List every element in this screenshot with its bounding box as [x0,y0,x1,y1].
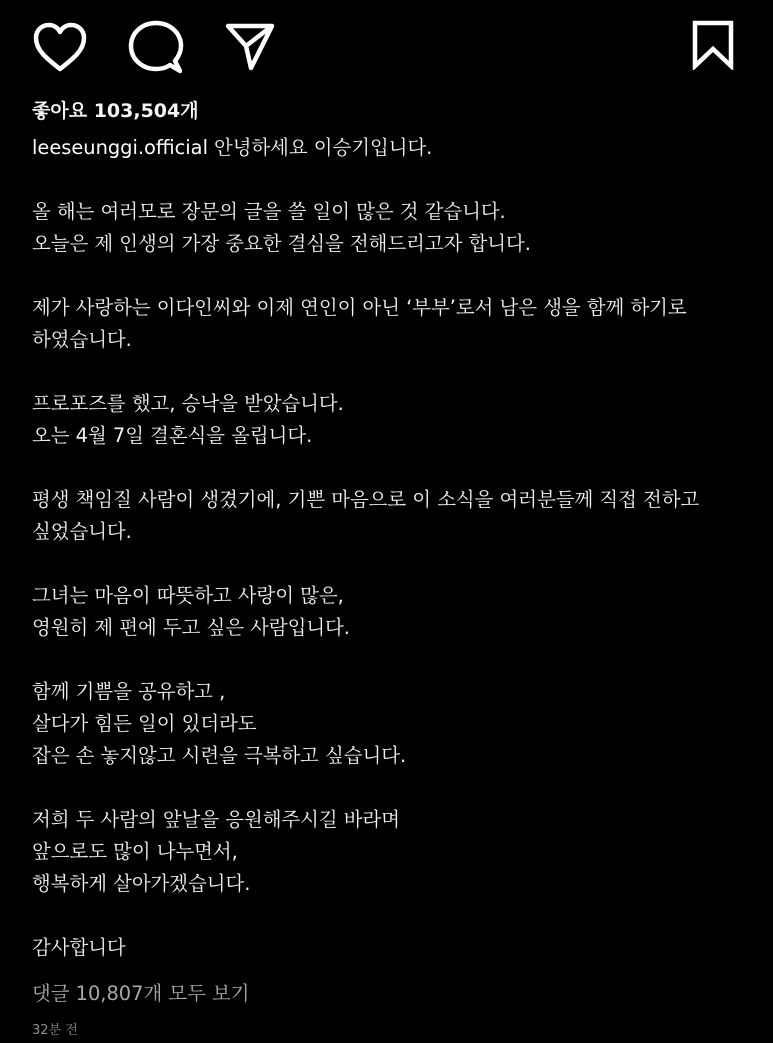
caption-line: 저희 두 사람의 앞날을 응원해주시길 바라며 [32,808,400,831]
caption-body [32,196,752,964]
caption-line: 잡은 손 놓지않고 시련을 극복하고 싶습니다. [32,744,407,767]
caption-paragraph [32,804,752,900]
caption-line: 프로포즈를 했고, 승낙을 받았습니다. [32,392,344,415]
heart-icon[interactable] [32,22,88,74]
caption-paragraph [32,676,752,772]
caption-paragraph [32,932,752,964]
caption-line: 오늘은 제 인생의 가장 중요한 결심을 전해드리고자 합니다. [32,232,531,255]
caption-line: 영원히 제 편에 두고 싶은 사람입니다. [32,616,350,639]
likes-count[interactable] [32,96,199,123]
caption-line: 그녀는 마음이 따뜻하고 사랑이 많은, [32,584,344,607]
caption-greeting: 안녕하세요 이승기입니다. [213,136,433,159]
view-all-comments-link[interactable]: 댓글 10,807개 모두 보기 [32,982,250,1005]
caption-paragraph [32,196,752,260]
caption-first-line [32,132,752,164]
caption-paragraph [32,580,752,644]
likes-label: 좋아요 [32,100,88,122]
caption-line: 오는 4월 7일 결혼식을 올립니다. [32,424,313,447]
caption-line: 싶었습니다. [32,520,132,543]
post-caption [32,132,752,996]
caption-line: 평생 책임질 사람이 생겼기에, 기쁜 마음으로 이 소식을 여러분들께 직접 전하고 [32,488,700,511]
caption-line: 올 해는 여러모로 장문의 글을 쓸 일이 많은 것 같습니다. [32,200,506,223]
caption-line: 함께 기쁨을 공유하고 , [32,680,226,703]
username-link[interactable]: leeseunggi.official [32,136,208,159]
comment-bubble-icon[interactable] [128,20,184,76]
caption-intro [32,132,752,164]
post-action-bar [0,0,773,92]
caption-line: 행복하게 살아가겠습니다. [32,872,251,895]
likes-number: 103,504개 [93,100,199,122]
caption-paragraph [32,292,752,356]
caption-line: 제가 사랑하는 이다인씨와 이제 연인이 아닌 ‘부부’로서 남은 생을 함께 하기로 [32,296,687,319]
caption-line: 하였습니다. [32,328,132,351]
caption-line: 앞으로도 많이 나누면서, [32,840,238,863]
post-timestamp: 32분 전 [32,1023,78,1038]
caption-line: 감사합니다 [32,936,126,959]
caption-paragraph [32,388,752,452]
caption-paragraph [32,484,752,548]
bookmark-icon[interactable] [690,20,736,70]
paper-plane-icon[interactable] [224,20,276,72]
caption-line: 살다가 힘든 일이 있더라도 [32,712,257,735]
